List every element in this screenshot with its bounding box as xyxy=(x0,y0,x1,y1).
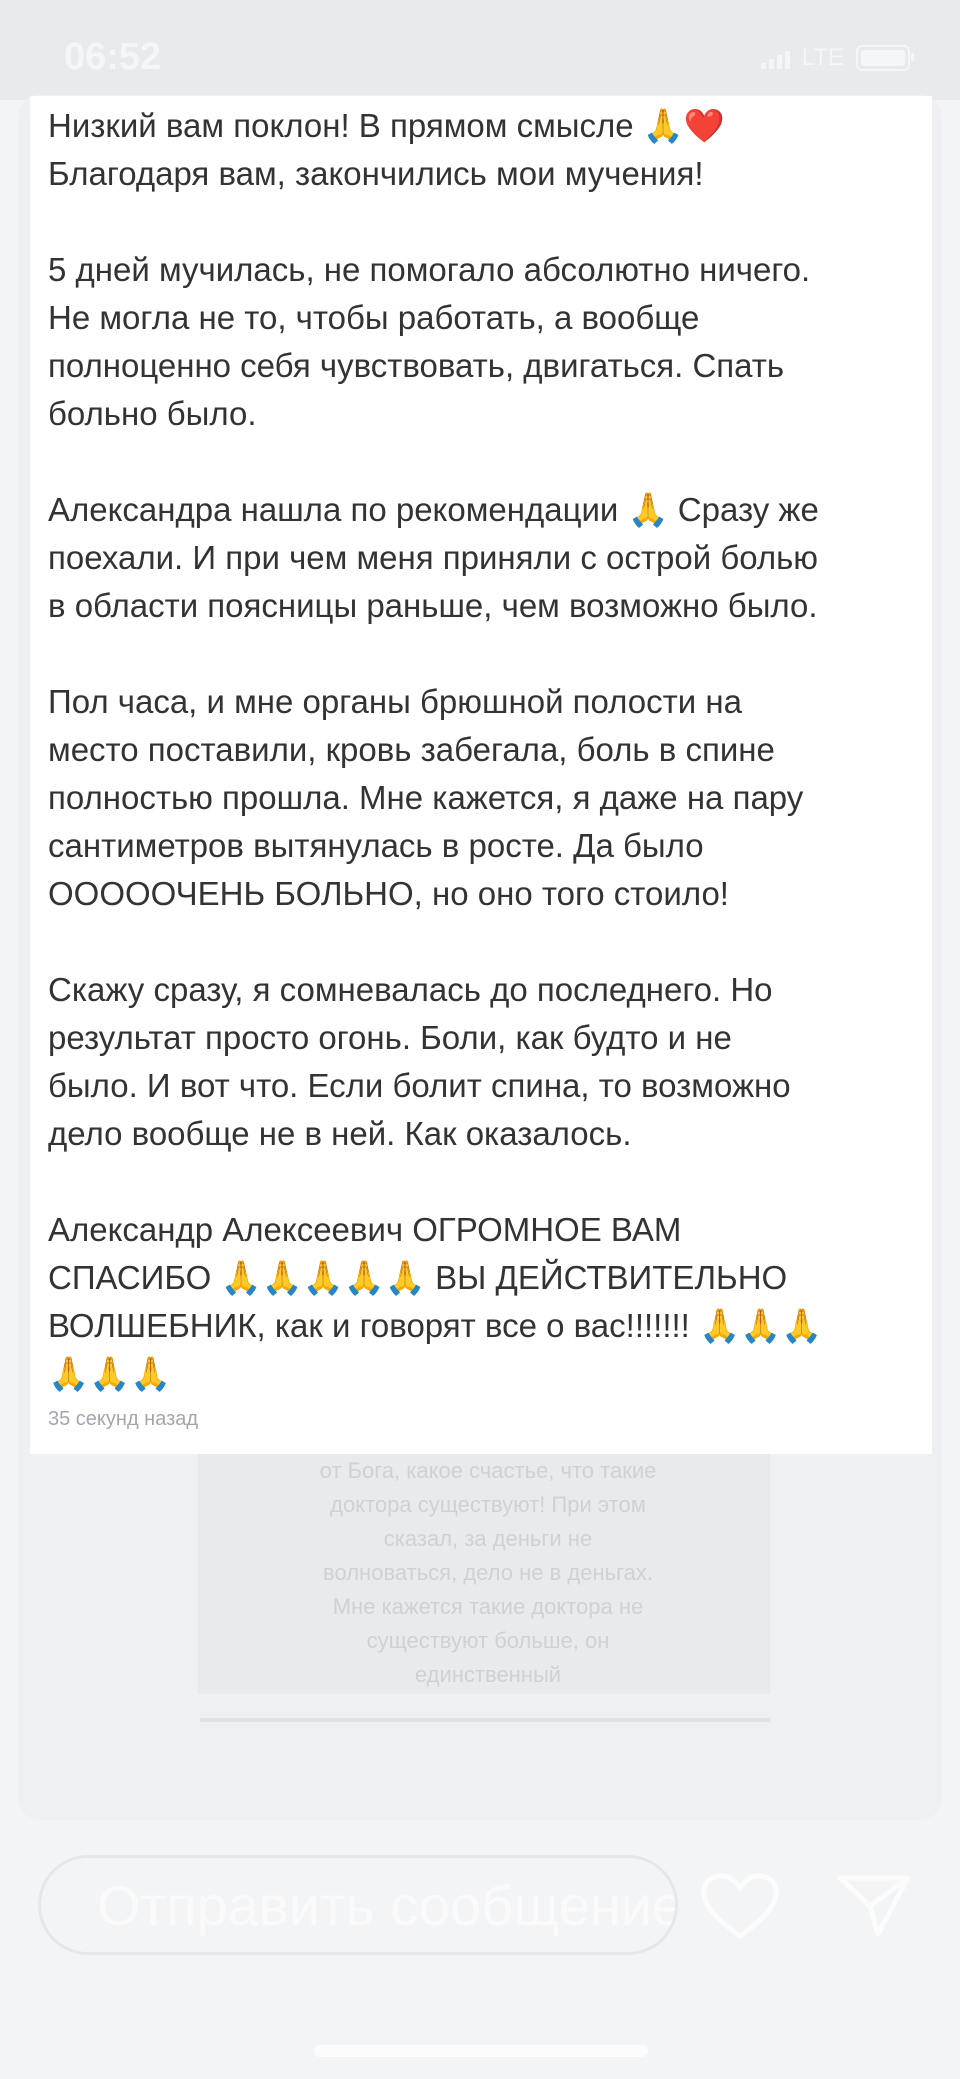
background-review-text: от Бога, какое счастье, что такие доктора существуют! При этом сказал, за деньги не волноваться, дело не в деньгах. Мне кажется такие доктора не существуют больше, он единственный xyxy=(319,1458,657,1687)
status-indicators xyxy=(761,44,910,72)
review-screenshot xyxy=(30,96,932,1454)
send-icon[interactable] xyxy=(834,1870,914,1940)
home-indicator xyxy=(314,2045,648,2057)
network-type: LTE xyxy=(801,44,844,71)
background-review-snippet xyxy=(198,1454,770,1694)
review-text: Низкий вам поклон! В прямом смысле 🙏❤️ Благодаря вам, закончились мои мучения! 5 дней мучилась, не помогало абсолютно ничего. Не могла не то, чтобы работать, а вообще полноценно себя чувствовать, двигаться. Спать больно было. Александра нашла по рекомендации 🙏 Сразу же поехали. И при чем меня приняли с острой болью в области поясницы раньше, чем возможно было. Пол часа, и мне органы брюшной полости на место поставили, кровь забегала, боль в спине полностью прошла. Мне кажется, я даже на пару сантиметров вытянулась в росте. Да было ОООООЧЕНЬ БОЛЬНО, но оно того стоило! Скажу сразу, я сомневалась до последнего. Но результат просто огонь. Боли, как будто и не было. И вот что. Если болит спина, то возможно дело вообще не в ней. Как оказалось. Александр Алексеевич ОГРОМНОЕ ВАМ СПАСИБО 🙏🙏🙏🙏🙏 ВЫ ДЕЙСТВИТЕЛЬНО ВОЛШЕБНИК, как и говорят все о вас!!!!!!! 🙏🙏🙏 🙏🙏🙏 xyxy=(48,107,823,1392)
battery-icon xyxy=(856,45,910,71)
signal-icon xyxy=(761,47,790,69)
status-bar xyxy=(0,0,960,100)
review-timestamp: 35 секунд назад xyxy=(48,1408,199,1430)
heart-icon[interactable] xyxy=(700,1872,780,1942)
status-time: 06:52 xyxy=(64,36,162,78)
send-message-input[interactable] xyxy=(38,1855,678,1955)
background-divider xyxy=(200,1718,770,1722)
